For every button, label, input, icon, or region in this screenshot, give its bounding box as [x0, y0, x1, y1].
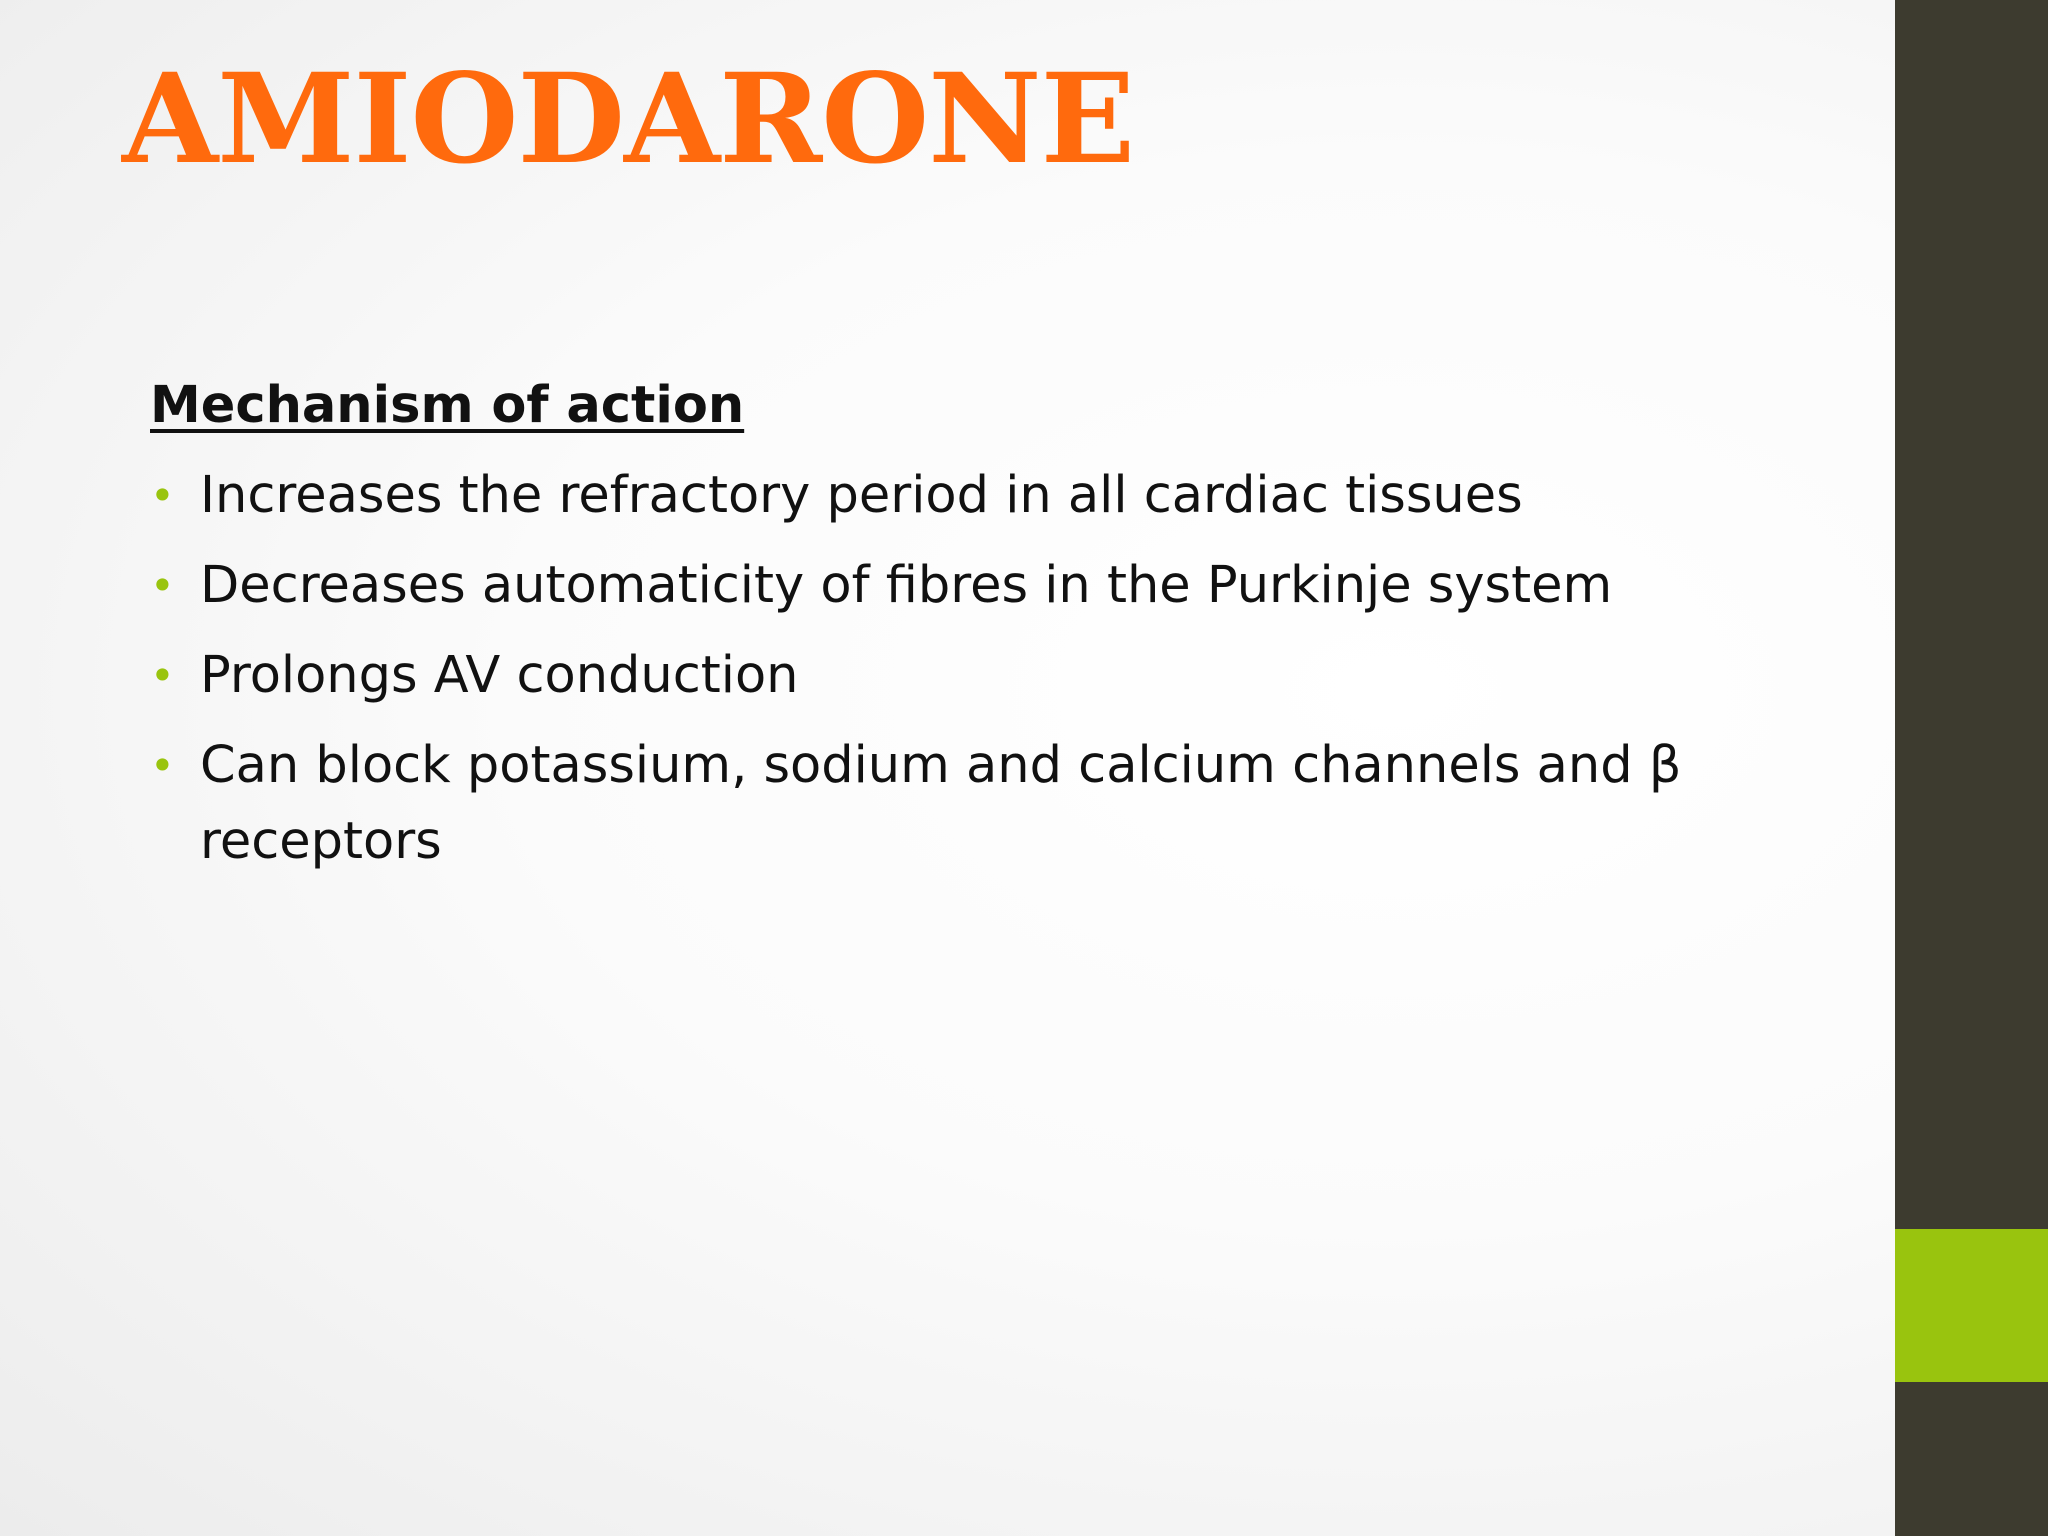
bullet-dot-icon: •: [150, 471, 175, 520]
bullet-dot-icon: •: [150, 561, 175, 610]
bullet-text: Increases the refractory period in all cardiac tissues: [200, 466, 1523, 525]
section-heading: Mechanism of action: [150, 376, 745, 435]
bullet-item: [150, 728, 1710, 880]
bullet-item: [150, 638, 1710, 714]
bullet-item: [150, 458, 1710, 534]
slide-content: [150, 372, 1710, 894]
bullet-item: [150, 548, 1710, 624]
bullet-dot-icon: •: [150, 741, 175, 790]
bullet-text: Can block potassium, sodium and calcium channels and β receptors: [200, 736, 1682, 871]
bullet-list: [150, 458, 1710, 880]
bullet-text: Prolongs AV conduction: [200, 646, 799, 705]
bullet-dot-icon: •: [150, 651, 175, 700]
bullet-text: Decreases automaticity of fibres in the Purkinje system: [200, 556, 1613, 615]
slide-title: AMIODARONE: [122, 47, 1135, 192]
side-accent-block: [1895, 1229, 2048, 1382]
